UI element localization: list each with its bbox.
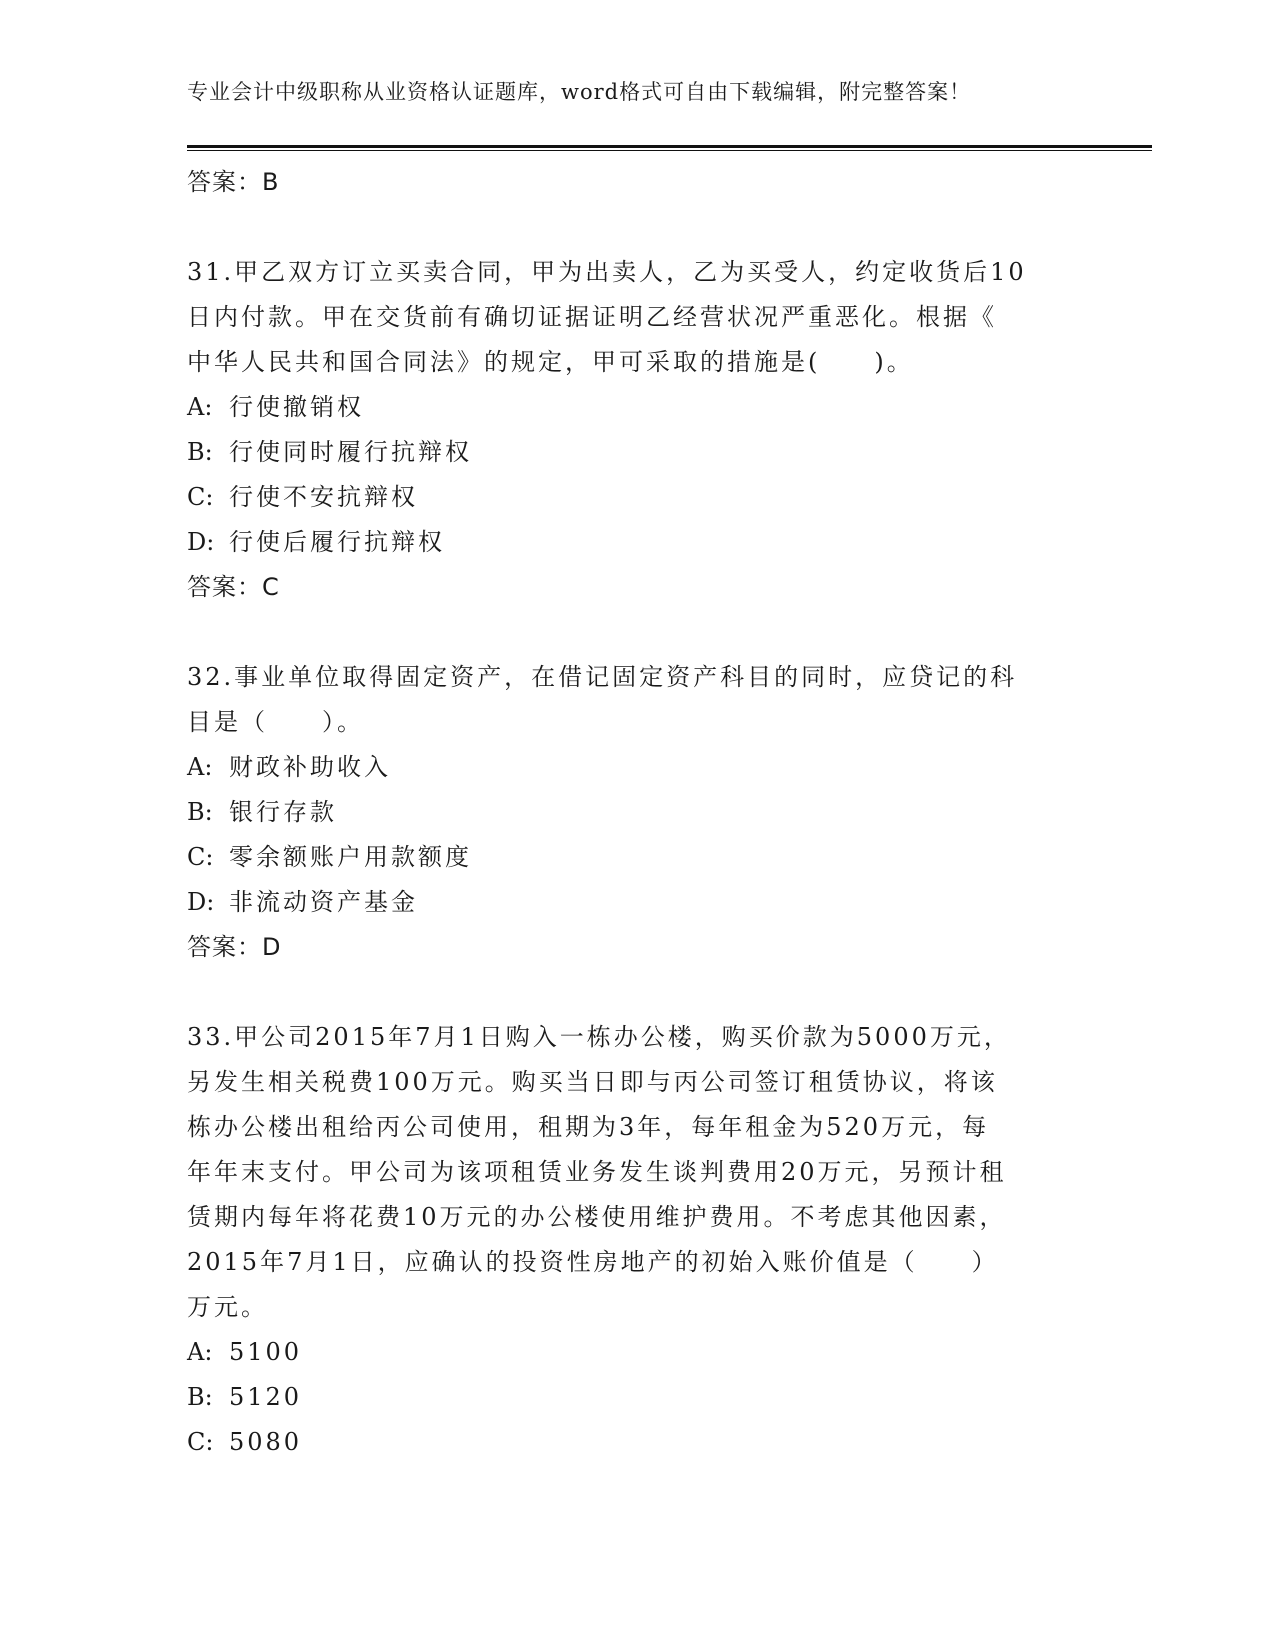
- answer-line: 答案：D: [187, 933, 282, 961]
- page-header: 专业会计中级职称从业资格认证题库，word格式可自由下载编辑，附完整答案！: [187, 80, 972, 104]
- question-32: [187, 655, 1087, 970]
- answer-line: 答案：C: [187, 573, 280, 601]
- option-text: 行使不安抗辩权: [229, 483, 418, 511]
- option-text: 行使同时履行抗辩权: [229, 438, 472, 466]
- document-body: [187, 160, 1087, 1465]
- option-d: [187, 520, 1087, 565]
- header-divider-thin: [187, 150, 1152, 151]
- option-label: B:: [187, 1383, 213, 1411]
- question-stem: [187, 655, 1087, 745]
- option-b: [187, 1375, 1087, 1420]
- option-label: D:: [187, 528, 215, 556]
- option-text: 5120: [229, 1383, 303, 1411]
- stem-line: 日内付款。甲在交货前有确切证据证明乙经营状况严重恶化。根据《: [187, 303, 997, 331]
- option-c: [187, 1420, 1087, 1465]
- option-text: 财政补助收入: [229, 753, 391, 781]
- option-label: C:: [187, 483, 214, 511]
- option-text: 行使后履行抗辩权: [229, 528, 445, 556]
- answer-line: 答案：B: [187, 168, 280, 196]
- option-a: [187, 745, 1087, 790]
- option-label: C:: [187, 1428, 214, 1456]
- option-text: 5100: [229, 1338, 303, 1366]
- option-d: [187, 880, 1087, 925]
- header-divider: [187, 145, 1152, 148]
- option-a: [187, 1330, 1087, 1375]
- question-stem: [187, 250, 1087, 385]
- option-text: 非流动资产基金: [229, 888, 418, 916]
- option-label: A:: [187, 393, 213, 421]
- option-label: D:: [187, 888, 215, 916]
- question-stem: [187, 1015, 1087, 1330]
- option-label: B:: [187, 798, 213, 826]
- option-b: [187, 790, 1087, 835]
- option-text: 银行存款: [229, 798, 337, 826]
- question-33: [187, 1015, 1087, 1465]
- option-label: A:: [187, 753, 213, 781]
- question-31: [187, 250, 1087, 610]
- option-a: [187, 385, 1087, 430]
- option-label: A:: [187, 1338, 213, 1366]
- stem-line: 2015年7月1日，应确认的投资性房地产的初始入账价值是（ ）: [187, 1248, 999, 1276]
- stem-line: 年年末支付。甲公司为该项租赁业务发生谈判费用20万元，另预计租: [187, 1158, 1007, 1186]
- stem-line: 栋办公楼出租给丙公司使用，租期为3年，每年租金为520万元，每: [187, 1113, 990, 1141]
- stem-line: 目是（ ）。: [187, 708, 364, 736]
- option-c: [187, 835, 1087, 880]
- stem-line: 32.事业单位取得固定资产，在借记固定资产科目的同时，应贷记的科: [187, 663, 1018, 691]
- option-text: 5080: [229, 1428, 303, 1456]
- option-text: 行使撤销权: [229, 393, 364, 421]
- option-text: 零余额账户用款额度: [229, 843, 472, 871]
- option-label: B:: [187, 438, 213, 466]
- stem-line: 33.甲公司2015年7月1日购入一栋办公楼，购买价款为5000万元，: [187, 1023, 1011, 1051]
- stem-line: 另发生相关税费100万元。购买当日即与丙公司签订租赁协议，将该: [187, 1068, 998, 1096]
- option-label: C:: [187, 843, 214, 871]
- stem-line: 万元。: [187, 1293, 268, 1321]
- option-c: [187, 475, 1087, 520]
- stem-line: 31.甲乙双方订立买卖合同，甲为出卖人，乙为买受人，约定收货后10: [187, 258, 1027, 286]
- stem-line: 赁期内每年将花费10万元的办公楼使用维护费用。不考虑其他因素，: [187, 1203, 1007, 1231]
- stem-line: 中华人民共和国合同法》的规定，甲可采取的措施是( )。: [187, 348, 914, 376]
- option-b: [187, 430, 1087, 475]
